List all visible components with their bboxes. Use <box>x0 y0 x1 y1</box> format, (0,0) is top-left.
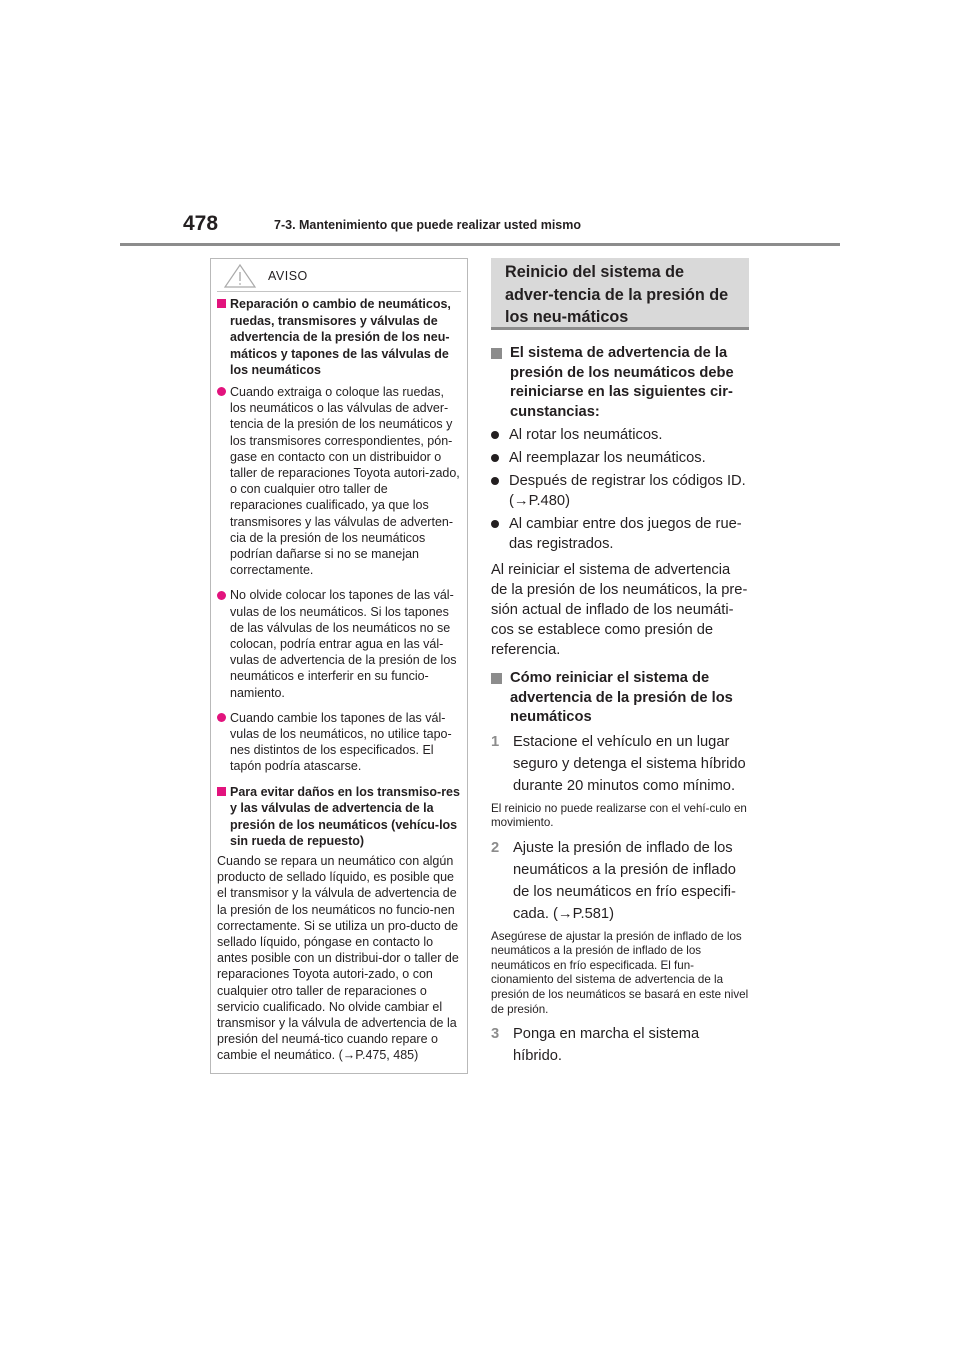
warning-heading-sealant: Para evitar daños en los transmiso-res y las válvulas de advertencia de la presión de los neumáticos (vehícu-los sin rueda de repuesto) <box>217 784 461 850</box>
reset-paragraph: Al reiniciar el sistema de advertencia de la presión de los neumáticos, la pre-sión actual de inflado de los neumáti-cos se establece como presión de referencia. <box>491 562 748 658</box>
circle-bullet-icon <box>491 477 499 485</box>
warning-heading-repair: Reparación o cambio de neumáticos, ruedas, transmisores y válvulas de advertencia de la presión de los neu-máticos y tapones de las válvulas de los neumáticos <box>217 296 461 379</box>
step-item <box>491 1023 749 1067</box>
list-item: Al cambiar entre dos juegos de rue-das registrados. <box>491 514 749 554</box>
circle-bullet-icon <box>491 520 499 528</box>
square-bullet-icon <box>217 299 226 308</box>
square-bullet-icon <box>491 348 502 359</box>
step-text: Ajuste la presión de inflado de los neumáticos a la presión de inflado de los neumáticos en frío especifi-cada. (→P.581) <box>513 839 736 922</box>
step-number: 1 <box>491 733 500 750</box>
square-bullet-icon <box>217 787 226 796</box>
warning-label: AVISO <box>268 269 308 283</box>
circle-bullet-icon <box>491 454 499 462</box>
circle-bullet-icon <box>217 591 226 600</box>
square-bullet-icon <box>491 673 502 684</box>
page-number: 478 <box>183 212 219 235</box>
list-item: Al rotar los neumáticos. <box>491 425 749 445</box>
warning-triangle-icon <box>223 263 257 289</box>
step-note: El reinicio no puede realizarse con el vehí-culo en movimiento. <box>491 801 747 830</box>
step-note: Asegúrese de ajustar la presión de inflado de los neumáticos a la presión de inflado de los neumáticos en frío especificada. El fun-cionamiento del sistema de advertencia de la presión de los neumáticos se basará en este nivel de presión. <box>491 929 749 1016</box>
step-text: Ponga en marcha el sistema híbrido. <box>513 1026 700 1065</box>
header-rule <box>120 243 840 246</box>
section-title: Reinicio del sistema de adver-tencia de la presión de los neu-máticos <box>491 258 749 330</box>
step-number: 3 <box>491 1026 500 1043</box>
warning-divider <box>217 291 461 292</box>
warning-paragraph: Cuando se repara un neumático con algún producto de sellado líquido, es posible que el transmisor y la válvula de advertencia de la presión de los neumáticos no funcio-nen correctamente. Si se utiliza un pro-ducto de sellado líquido, póngase en contacto lo antes posible con un distribui-dor o taller de reparaciones Toyota autori-zado, o con cualquier otro taller de reparaciones o servicio cualificado. No olvide cambiar el transmisor y la válvula de advertencia de la presión del neumá-tico cuando repare o cambie el neumático. (→P.475, 485) <box>217 854 459 1063</box>
step-text: Estacione el vehículo en un lugar seguro y detenga el sistema híbrido durante 20 minutos como mínimo. <box>513 733 746 794</box>
list-item: Al reemplazar los neumáticos. <box>491 448 749 468</box>
main-column <box>491 258 749 1067</box>
warning-item: No olvide colocar los tapones de las vál-vulas de los neumáticos. Si los tapones de las válvulas de los neumáticos no se colocan, podría entrar agua en las vál-vulas de advertencia de la presión de los neumáticos e interferir en su funcio-namiento. <box>217 587 461 700</box>
list-item: Después de registrar los códigos ID. (→P.480) <box>491 471 749 511</box>
section-header: 7-3. Mantenimiento que puede realizar usted mismo <box>274 218 582 232</box>
warning-title <box>217 261 461 291</box>
warning-box <box>210 258 468 1074</box>
how-to-reset-heading: Cómo reiniciar el sistema de advertencia de la presión de los neumáticos <box>491 669 749 728</box>
step-number: 2 <box>491 839 500 856</box>
warning-item: Cuando cambie los tapones de las vál-vulas de los neumáticos, no utilice tapo-nes distintos de los especificados. El tapón podría atascarse. <box>217 710 461 775</box>
circle-bullet-icon <box>217 387 226 396</box>
reset-conditions-heading: El sistema de advertencia de la presión de los neumáticos debe reiniciarse en las siguientes cir-cunstancias: <box>491 344 749 422</box>
step-item <box>491 837 749 925</box>
warning-item: Cuando extraiga o coloque las ruedas, los neumáticos o las válvulas de adver-tencia de la presión de los neumáticos y los transmisores correspondientes, pón-gase en contacto con un distribuidor o taller de reparaciones Toyota autori-zado, o con cualquier otro taller de reparaciones cualificado, ya que los transmisores y las válvulas de adverten-cia de la presión de los neumáticos podrían dañarse si no se manejan correctamente. <box>217 384 461 578</box>
step-item <box>491 731 749 797</box>
circle-bullet-icon <box>491 431 499 439</box>
circle-bullet-icon <box>217 713 226 722</box>
